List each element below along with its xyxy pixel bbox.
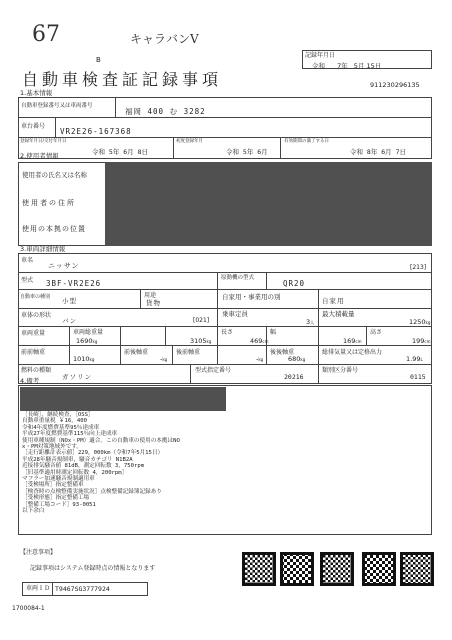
vehicle-col-line: [318, 326, 319, 364]
section-basic-title: 1.基本情報: [20, 89, 53, 97]
capacity-label: 乗車定員: [222, 310, 248, 318]
gross-label: 車両総重量: [73, 329, 104, 336]
vehicle-col-line: [318, 308, 319, 326]
class-label: 類別区分番号: [322, 367, 359, 374]
basic-col-line: [115, 97, 116, 117]
vehicle-id-label: 車両ＩＤ: [26, 585, 51, 592]
use-value: 貨物: [146, 299, 161, 307]
remarks-line: 使用車種規制（NOx・PM）適合。この自動車の使用の本拠はNO: [22, 437, 180, 444]
remarks-line: ［受検場所］指定整備車: [22, 482, 84, 489]
remarks-line: ［検査時の点検整備実施状況］点検整備記録簿記録あり: [22, 488, 162, 495]
displacement-label: 総排気量又は定格出力: [322, 349, 383, 356]
fuel-label: 燃料の種類: [21, 367, 52, 374]
remarks-line: ［長崎］，継続検査，［OSS］: [22, 412, 94, 418]
rear-axle-value: 680kg: [288, 355, 306, 363]
front-axle-value: 1010kg: [73, 355, 95, 363]
vehicle-col-line: [190, 364, 191, 384]
basic-row-line: [18, 137, 432, 138]
vehicle-col-line: [165, 326, 166, 345]
remarks-lines: [22, 412, 180, 515]
chassis-label: 車台番号: [21, 123, 46, 130]
remarks-line: x・PM対策地域外です。: [22, 444, 82, 451]
model-value: 3BF-VR2E26: [46, 279, 102, 288]
vehicle-col-line: [318, 289, 319, 308]
user-name-label: 使用者の氏名又は名称: [22, 171, 87, 179]
vehicle-id-value: T9467SG3777924: [55, 585, 110, 593]
reg-date-value: 令和 5年 6月 8日: [92, 148, 148, 156]
vehicle-col-line: [217, 289, 218, 308]
vehicle-row-line: [18, 364, 432, 365]
vehicle-col-line: [120, 326, 121, 364]
type-value: 小型: [62, 297, 77, 305]
body-label: 車体の形状: [21, 312, 52, 319]
qr-code: [362, 552, 396, 586]
vehicle-row-line: [18, 289, 432, 290]
vehicle-col-line: [366, 326, 367, 345]
height-label: 高さ: [370, 329, 383, 336]
section-user-title: 2.使用者情報: [20, 152, 59, 160]
designation-label: 型式指定番号: [195, 367, 232, 374]
weight-label: 車両重量: [21, 330, 46, 337]
displacement-value: 1.99L: [406, 355, 423, 363]
vehicle-col-line: [217, 326, 218, 364]
qr-code: [280, 552, 314, 586]
vehicle-row-line: [18, 308, 432, 309]
basic-row-line: [18, 117, 432, 118]
handwritten-note: キャラバンV: [130, 32, 199, 46]
qr-code: [320, 552, 354, 586]
reg-number-label: 自動車登録番号又は車両番号: [21, 103, 93, 109]
fuel-value: ガソリン: [62, 373, 92, 381]
rear1-axle-value: -kg: [256, 355, 264, 363]
remarks-line: ［整備工場コード］93-0051: [22, 501, 96, 508]
vehicle-col-line: [172, 345, 173, 364]
body-code: [021]: [193, 317, 210, 324]
handwritten-letter: B: [96, 56, 101, 64]
chassis-value: VR2E26-167368: [60, 127, 132, 136]
max-load-value: 1250kg: [409, 318, 431, 326]
first-reg-value: 令和 5年 6月: [226, 148, 268, 156]
expiry-label: 有効期間の満了する日: [284, 139, 329, 144]
vehicle-col-line: [266, 272, 267, 289]
qr-code: [400, 552, 434, 586]
width-label: 幅: [270, 329, 277, 336]
front-axle-label: 前前軸重: [21, 349, 46, 356]
basic-col-line: [55, 117, 56, 137]
user-base-label: 使用の本拠の位置: [22, 225, 86, 233]
vehicle-col-line: [140, 289, 141, 308]
width-value: 169cm: [343, 337, 362, 345]
vehicle-col-line: [217, 308, 218, 326]
gross-value: 3105kg: [190, 337, 212, 345]
rear-axle-label: 後後軸重: [270, 349, 295, 356]
expiry-value: 令和 8年 6月 7日: [350, 148, 406, 156]
rear1-axle-label: 後前軸重: [176, 349, 201, 356]
remarks-line: ［受検形態］指定整備工場: [22, 495, 90, 502]
section-vehicle-title: 3.車両詳細情報: [20, 245, 66, 253]
use-label: 用途: [144, 292, 157, 299]
vehicle-col-line: [69, 326, 70, 364]
user-redaction: [105, 162, 432, 246]
vehicle-col-line: [318, 364, 319, 384]
remarks-redaction: [20, 387, 226, 411]
remarks-line: マフラー加速騒音規制適用車: [22, 476, 95, 483]
remarks-line: ［走行距離計表示値］229，000km（令和7年5月15日）: [22, 450, 164, 457]
record-date-label: 記録年月日: [305, 52, 336, 59]
remarks-line: 以下余白: [22, 508, 45, 515]
remarks-line: 自動車重量税 ￥16，400: [22, 418, 87, 425]
remarks-line: 平成27年度燃費基準115％向上達成車: [22, 431, 118, 438]
vehicle-col-line: [266, 326, 267, 364]
handwritten-number: 67: [32, 22, 60, 47]
engine-value: QR20: [283, 279, 306, 288]
purpose-value: 自家用: [322, 297, 345, 305]
vehicle-row-line: [18, 345, 432, 346]
body-value: バン: [62, 317, 77, 325]
front2-axle-value: -kg: [160, 355, 168, 363]
capacity-value: 3人: [306, 318, 315, 326]
engine-label: 原動機の型式: [221, 275, 255, 281]
basic-col-line: [280, 137, 281, 159]
serial-number: 911230296135: [370, 81, 420, 89]
vehicle-row-line: [18, 326, 432, 327]
maker-code: [213]: [410, 264, 427, 271]
remarks-line: 近接排気騒音値 81dB，測定回転数 3，750rpm: [22, 463, 145, 470]
model-label: 型式: [21, 277, 34, 284]
remarks-line: 平成28年騒音規制車，騒音カテゴリ N1B2A: [22, 456, 133, 463]
length-label: 長さ: [221, 329, 234, 336]
record-date-value: 令和 7年 5月 15日: [312, 62, 382, 70]
vehicle-col-line: [217, 272, 218, 289]
footer-code: 1700084-1: [12, 605, 45, 612]
basic-col-line: [173, 137, 174, 159]
maker-value: ニッサン: [48, 262, 80, 270]
section-remarks-title: 4.備考: [20, 377, 40, 385]
class-value: 0115: [410, 373, 426, 381]
type-label: 自動車の種別: [20, 294, 51, 300]
remarks-line: 令和4年度燃費基準95％達成車: [22, 424, 100, 431]
notice-title: 【注意事項】: [20, 549, 57, 556]
notice-text: 記録事項はシステム登録時点の情報となります: [30, 565, 156, 572]
vehicle-id-divider: [52, 582, 53, 596]
max-load-label: 最大積載量: [322, 310, 355, 318]
vehicle-row-line: [18, 272, 432, 273]
weight-value: 1690kg: [76, 337, 98, 345]
purpose-label: 自家用・事業用の別: [222, 293, 281, 301]
front2-axle-label: 前後軸重: [124, 349, 149, 356]
height-value: 199cm: [412, 337, 431, 345]
remarks-line: ［旧基準適用時測定回転数 4，200rpm］: [22, 469, 128, 476]
designation-value: 20216: [284, 373, 304, 381]
page-title: 自動車検査証記録事項: [22, 70, 223, 89]
reg-number-value: 福岡 400 む 3282: [125, 107, 206, 116]
user-address-label: 使用者の住所: [22, 199, 76, 207]
first-reg-label: 初度登録年月: [176, 139, 203, 144]
maker-label: 車名: [21, 257, 34, 264]
qr-code: [242, 552, 276, 586]
reg-date-label: 登録年月日/交付年月日: [20, 139, 67, 144]
length-value: 469cm: [250, 337, 269, 345]
